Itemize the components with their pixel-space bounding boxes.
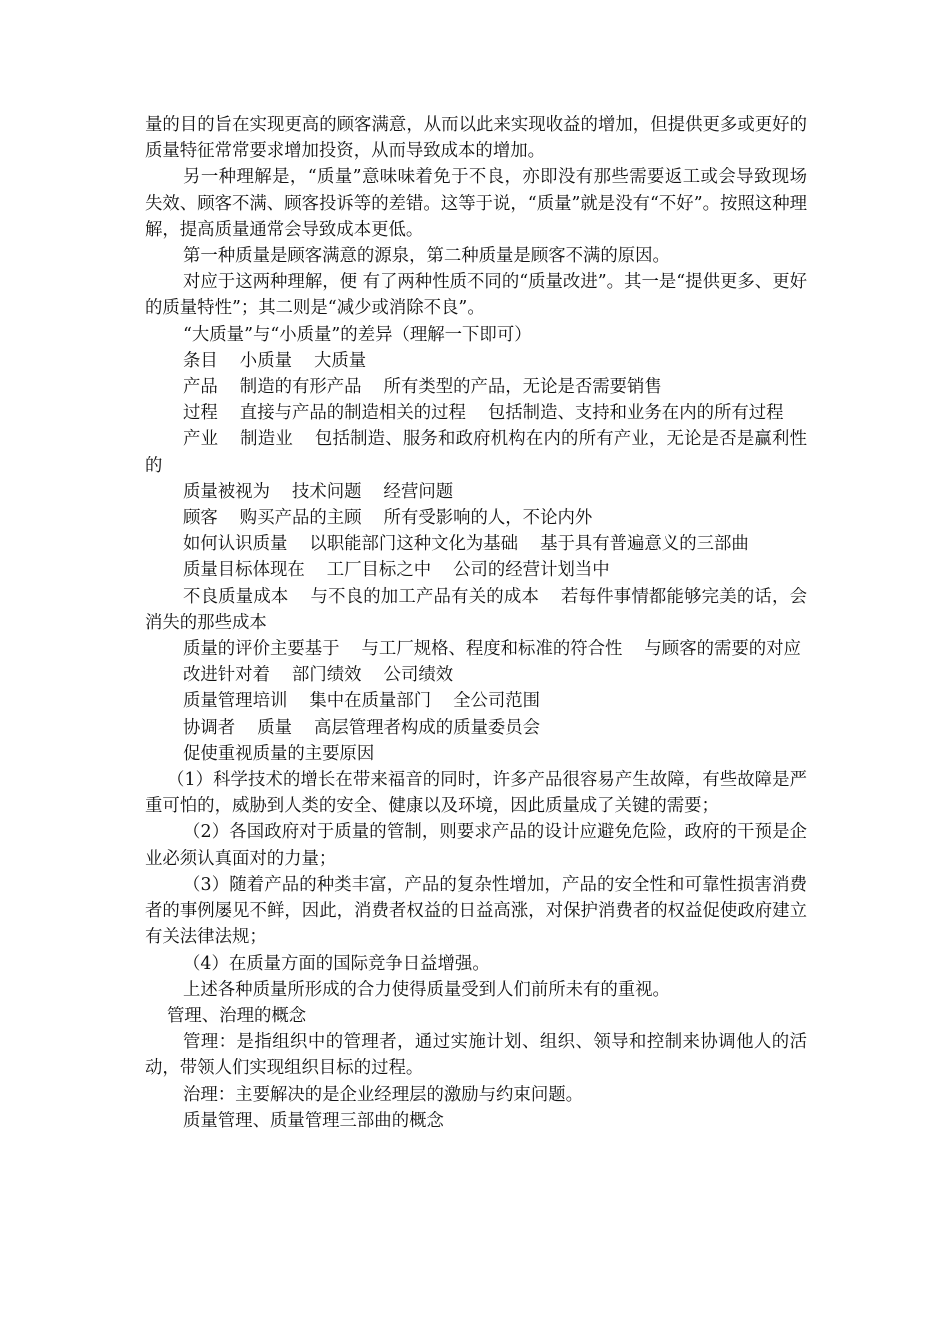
- definition-governance: 治理：主要解决的是企业经理层的激励与约束问题。: [183, 1084, 583, 1105]
- comparison-row-industry: [145, 426, 807, 478]
- reason-item-3: （3）随着产品的种类丰富，产品的复杂性增加，产品的安全性和可靠性损害消费者的事例屡见不鲜，因此，消费者权益的日益高涨，对保护消费者的权益促使政府建立有关法律法规；: [145, 874, 807, 948]
- comparison-row-training: [145, 688, 807, 714]
- row-item: 条目: [183, 350, 218, 371]
- row-item: 质量被视为: [183, 481, 270, 502]
- comparison-row-goals: [145, 557, 807, 583]
- row-small-quality: 质量: [257, 717, 292, 738]
- row-big-quality: 若每件事情都能够完美的话，会消失的那些成本: [145, 586, 807, 633]
- comparison-row-viewed-as: [145, 479, 807, 505]
- row-item: 产品: [183, 377, 218, 398]
- paragraph-quality-improvement: 对应于这两种理解，便 有了两种性质不同的“质量改进”。其一是“提供更多、更好的质量特性”；其二则是“减少或消除不良”。: [145, 272, 807, 319]
- row-small-quality: 工厂目标之中: [326, 560, 432, 581]
- row-small-quality: 小质量: [239, 350, 292, 371]
- row-big-quality: 大质量: [313, 350, 367, 371]
- row-item: 产业: [183, 429, 219, 450]
- row-item: 过程: [183, 403, 218, 424]
- row-item: 协调者: [183, 717, 236, 738]
- comparison-row-process: [145, 400, 807, 426]
- row-big-quality: 基于具有普遍意义的三部曲: [540, 534, 749, 555]
- definition-management: 管理：是指组织中的管理者，通过实施计划、组织、领导和控制来协调他人的活动，带领人们实现组织目标的过程。: [145, 1032, 807, 1079]
- comparison-row-coordinator: [145, 715, 807, 741]
- comparison-row-customer: [145, 505, 807, 531]
- reason-item-1: （1）科学技术的增长在带来福音的同时，许多产品很容易产生故障，有些故障是严重可怕的，威胁到人类的安全、健康以及环境，因此质量成了关键的需要；: [145, 770, 807, 817]
- reason-item-2: （2）各国政府对于质量的管制，则要求产品的设计应避免危险，政府的干预是企业必须认真面对的力量；: [145, 822, 807, 869]
- paragraph-two-quality-types: 第一种质量是顾客满意的源泉，第二种质量是顾客不满的原因。: [183, 246, 670, 267]
- comparison-row-product: [145, 374, 807, 400]
- row-small-quality: 集中在质量部门: [309, 691, 432, 712]
- row-small-quality: 制造的有形产品: [239, 377, 362, 398]
- row-item: 顾客: [183, 508, 218, 529]
- row-big-quality: 公司的经营计划当中: [453, 560, 610, 581]
- row-big-quality: 所有类型的产品，无论是否需要销售: [383, 377, 662, 398]
- reason-item-4: （4）在质量方面的国际竞争日益增强。: [183, 953, 490, 974]
- row-small-quality: 与不良的加工产品有关的成本: [310, 586, 540, 607]
- row-big-quality: 高层管理者构成的质量委员会: [313, 717, 541, 738]
- row-big-quality: 全公司范围: [453, 691, 541, 712]
- comparison-row-header: [145, 348, 807, 374]
- row-item: 改进针对着: [183, 665, 270, 686]
- row-big-quality: 所有受影响的人，不论内外: [383, 508, 593, 529]
- paragraph-second-understanding: 另一种理解是，“质量”意味味着免于不良，亦即没有那些需要返工或会导致现场失效、顾客不满、顾客投诉等的差错。这等于说，“质量”就是没有“不好”。按照这种理解，提高质量通常会导致成本更低。: [145, 167, 807, 240]
- section-heading-reasons: 促使重视质量的主要原因: [183, 743, 375, 764]
- row-big-quality: 与顾客的需要的对应: [644, 639, 801, 660]
- row-small-quality: 部门绩效: [291, 665, 362, 686]
- comparison-row-poor-quality-cost: [145, 584, 807, 636]
- row-small-quality: 与工厂规格、程度和标准的符合性: [361, 639, 623, 660]
- row-big-quality: 公司绩效: [383, 665, 454, 686]
- row-big-quality: 包括制造、服务和政府机构在内的所有产业，无论是否是赢利性的: [145, 429, 807, 476]
- row-small-quality: 制造业: [240, 429, 293, 450]
- paragraph-quality-purpose: 量的目的旨在实现更高的顾客满意，从而以此来实现收益的增加，但提供更多或更好的质量特征常常要求增加投资，从而导致成本的增加。: [145, 115, 807, 162]
- row-small-quality: 购买产品的主顾: [239, 508, 362, 529]
- document-page: [145, 112, 807, 1134]
- row-item: 质量的评价主要基于: [183, 639, 340, 660]
- comparison-row-evaluation: [145, 636, 807, 662]
- row-small-quality: 以职能部门这种文化为基础: [309, 534, 519, 555]
- comparison-row-recognition: [145, 531, 807, 557]
- row-small-quality: 技术问题: [291, 481, 362, 502]
- row-item: 不良质量成本: [183, 586, 289, 607]
- row-item: 如何认识质量: [183, 534, 288, 555]
- row-big-quality: 包括制造、支持和业务在内的所有过程: [487, 403, 784, 424]
- row-item: 质量管理培训: [183, 691, 288, 712]
- row-small-quality: 直接与产品的制造相关的过程: [239, 403, 466, 424]
- section-heading-management-governance: 管理、治理的概念: [167, 1005, 307, 1026]
- comparison-row-improvement: [145, 662, 807, 688]
- row-item: 质量目标体现在: [183, 560, 305, 581]
- row-big-quality: 经营问题: [383, 481, 454, 502]
- paragraph-combined-force: 上述各种质量所形成的合力使得质量受到人们前所未有的重视。: [183, 979, 670, 1000]
- section-heading-big-small-quality: “大质量”与“小质量”的差异（理解一下即可）: [183, 324, 532, 345]
- section-heading-quality-trilogy: 质量管理、质量管理三部曲的概念: [183, 1110, 444, 1131]
